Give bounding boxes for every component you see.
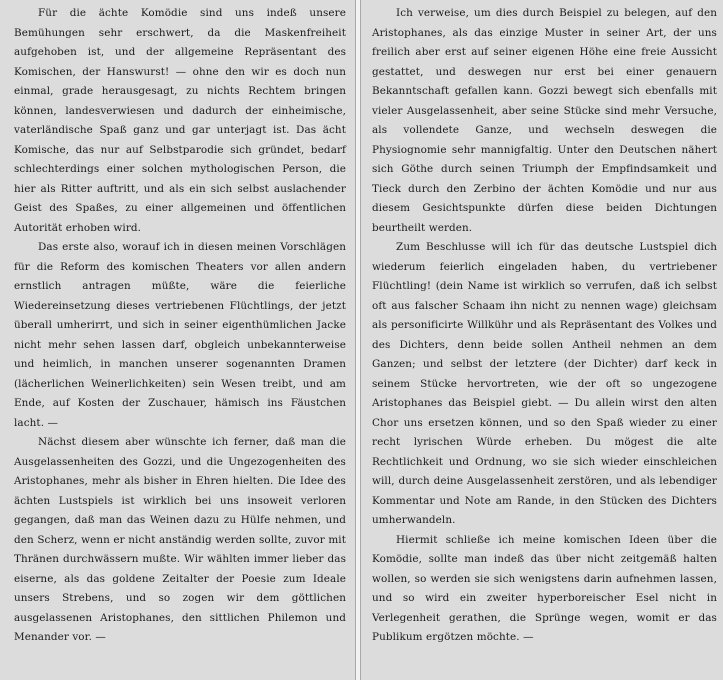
paragraph: Für die ächte Komödie sind uns indeß unsere Bemühungen sehr erschwert, da die Maskenfreiheit aufgehoben ist, und der allgemeine Repräsentant des Komischen, der Hanswurst! — ohne den wir es doch nun einmal, grade herausgesagt, zu nichts Rechtem bringen können, landesverwiesen und dadurch der einheimische, vaterländische Spaß ganz und gar unterjagt ist. Das ächt Komische, das nur auf Selbstparodie sich gründet, bedarf schlechterdings einer solchen mythologischen Person, die hier als Ritter auftritt, und als ein sich selbst auslachender Geist des Spaßes, zu einer allgemeinen und öffentlichen Autorität erhoben wird.	[14, 7, 346, 234]
paragraph: Nächst diesem aber wünschte ich ferner, daß man die Ausgelassenheiten des Gozzi, und die Ungezogenheiten des Aristophanes, mehr als bisher in Ehren hielten. Die Idee des ächten Lustspiels ist wirklich bei uns insoweit verloren gegangen, daß man das Weinen dazu zu Hülfe nehmen, und den Scherz, wenn er nicht anständig werden sollte, zuvor mit Thränen durchwässern mußte. Wir wählten immer lieber das eiserne, als das goldene Zeitalter der Poesie zum Ideale unsers Strebens, und so zogen wir dem göttlichen ausgelassenen Aristophanes, den sittlichen Philemon und Menander vor. —	[14, 436, 346, 643]
paragraph: Das erste also, worauf ich in diesen meinen Vorschlägen für die Reform des komischen Theaters vor allen andern ernstlich antragen müßte, wäre die feierliche Wiedereinsetzung dieses vertriebenen Flüchtlings, der jetzt überall umherirrt, und sich in seiner eigenthümlichen Jacke nicht mehr sehen lassen darf, obgleich unbekannterweise und heimlich, in manchen unserer sogenannten Dramen (lächerlichen Weinerlichkeiten) sein Wesen treibt, und am Ende, auf Kosten der Zuschauer, hämisch ins Fäustchen lacht. —	[14, 241, 346, 429]
paragraph: Hiermit schließe ich meine komischen Ideen über die Komödie, sollte man indeß das über nicht zeitgemäß halten wollen, so werden sie sich wenigstens darin aufnehmen lassen, und so wird ein zweiter hyperboreischer Esel nicht in Verlegenheit gerathen, die Sprünge wegen, womit er das Publikum ergötzen möchte. —	[372, 533, 717, 643]
column-divider	[355, 0, 361, 680]
paragraph: Ich verweise, um dies durch Beispiel zu belegen, auf den Aristophanes, als das einzige Muster in seiner Art, der uns freilich aber erst auf seiner eigenen Höhe eine freie Aussicht gestattet, und deswegen nur erst bei einer genauern Bekanntschaft gefallen kann. Gozzi bewegt sich ebenfalls mit vieler Ausgelassenheit, aber seine Stücke sind mehr Versuche, als vollendete Ganze, und wechseln deswegen die Physiognomie sehr mannigfaltig. Unter den Deutschen nähert sich Göthe durch seinen Triumph der Empfindsamkeit und Tieck durch den Zerbino der ächten Komödie und nur aus diesem Gesichtspunkte dürfen diese beiden Dichtungen beurtheilt werden.	[372, 7, 717, 234]
left-text-column	[0, 0, 354, 680]
right-text-column	[362, 0, 723, 680]
paragraph: Zum Beschlusse will ich für das deutsche Lustspiel dich wiederum feierlich eingeladen haben, du vertriebener Flüchtling! (dein Name ist wirklich so verrufen, daß ich selbst oft aus falscher Schaam ihn nicht zu nennen wage) gleichsam als personificirte Willkühr und als Repräsentant des Volkes und des Dichters, denn beide sollen Antheil nehmen an dem Ganzen; und selbst der letztere (der Dichter) darf keck in seinem Stücke hervortreten, wie der oft so ungezogene Aristophanes das Beispiel giebt. — Du allein wirst den alten Chor uns ersetzen können, und so den Spaß wieder zu einer recht lyrischen Würde erheben. Du mögest die alte Rechtlichkeit und Ordnung, wo sie sich wieder einschleichen will, durch deine Ausgelassenheit zerstören, und als lebendiger Kommentar und Note am Rande, in den Stücken des Dichters umherwandeln.	[372, 241, 717, 526]
